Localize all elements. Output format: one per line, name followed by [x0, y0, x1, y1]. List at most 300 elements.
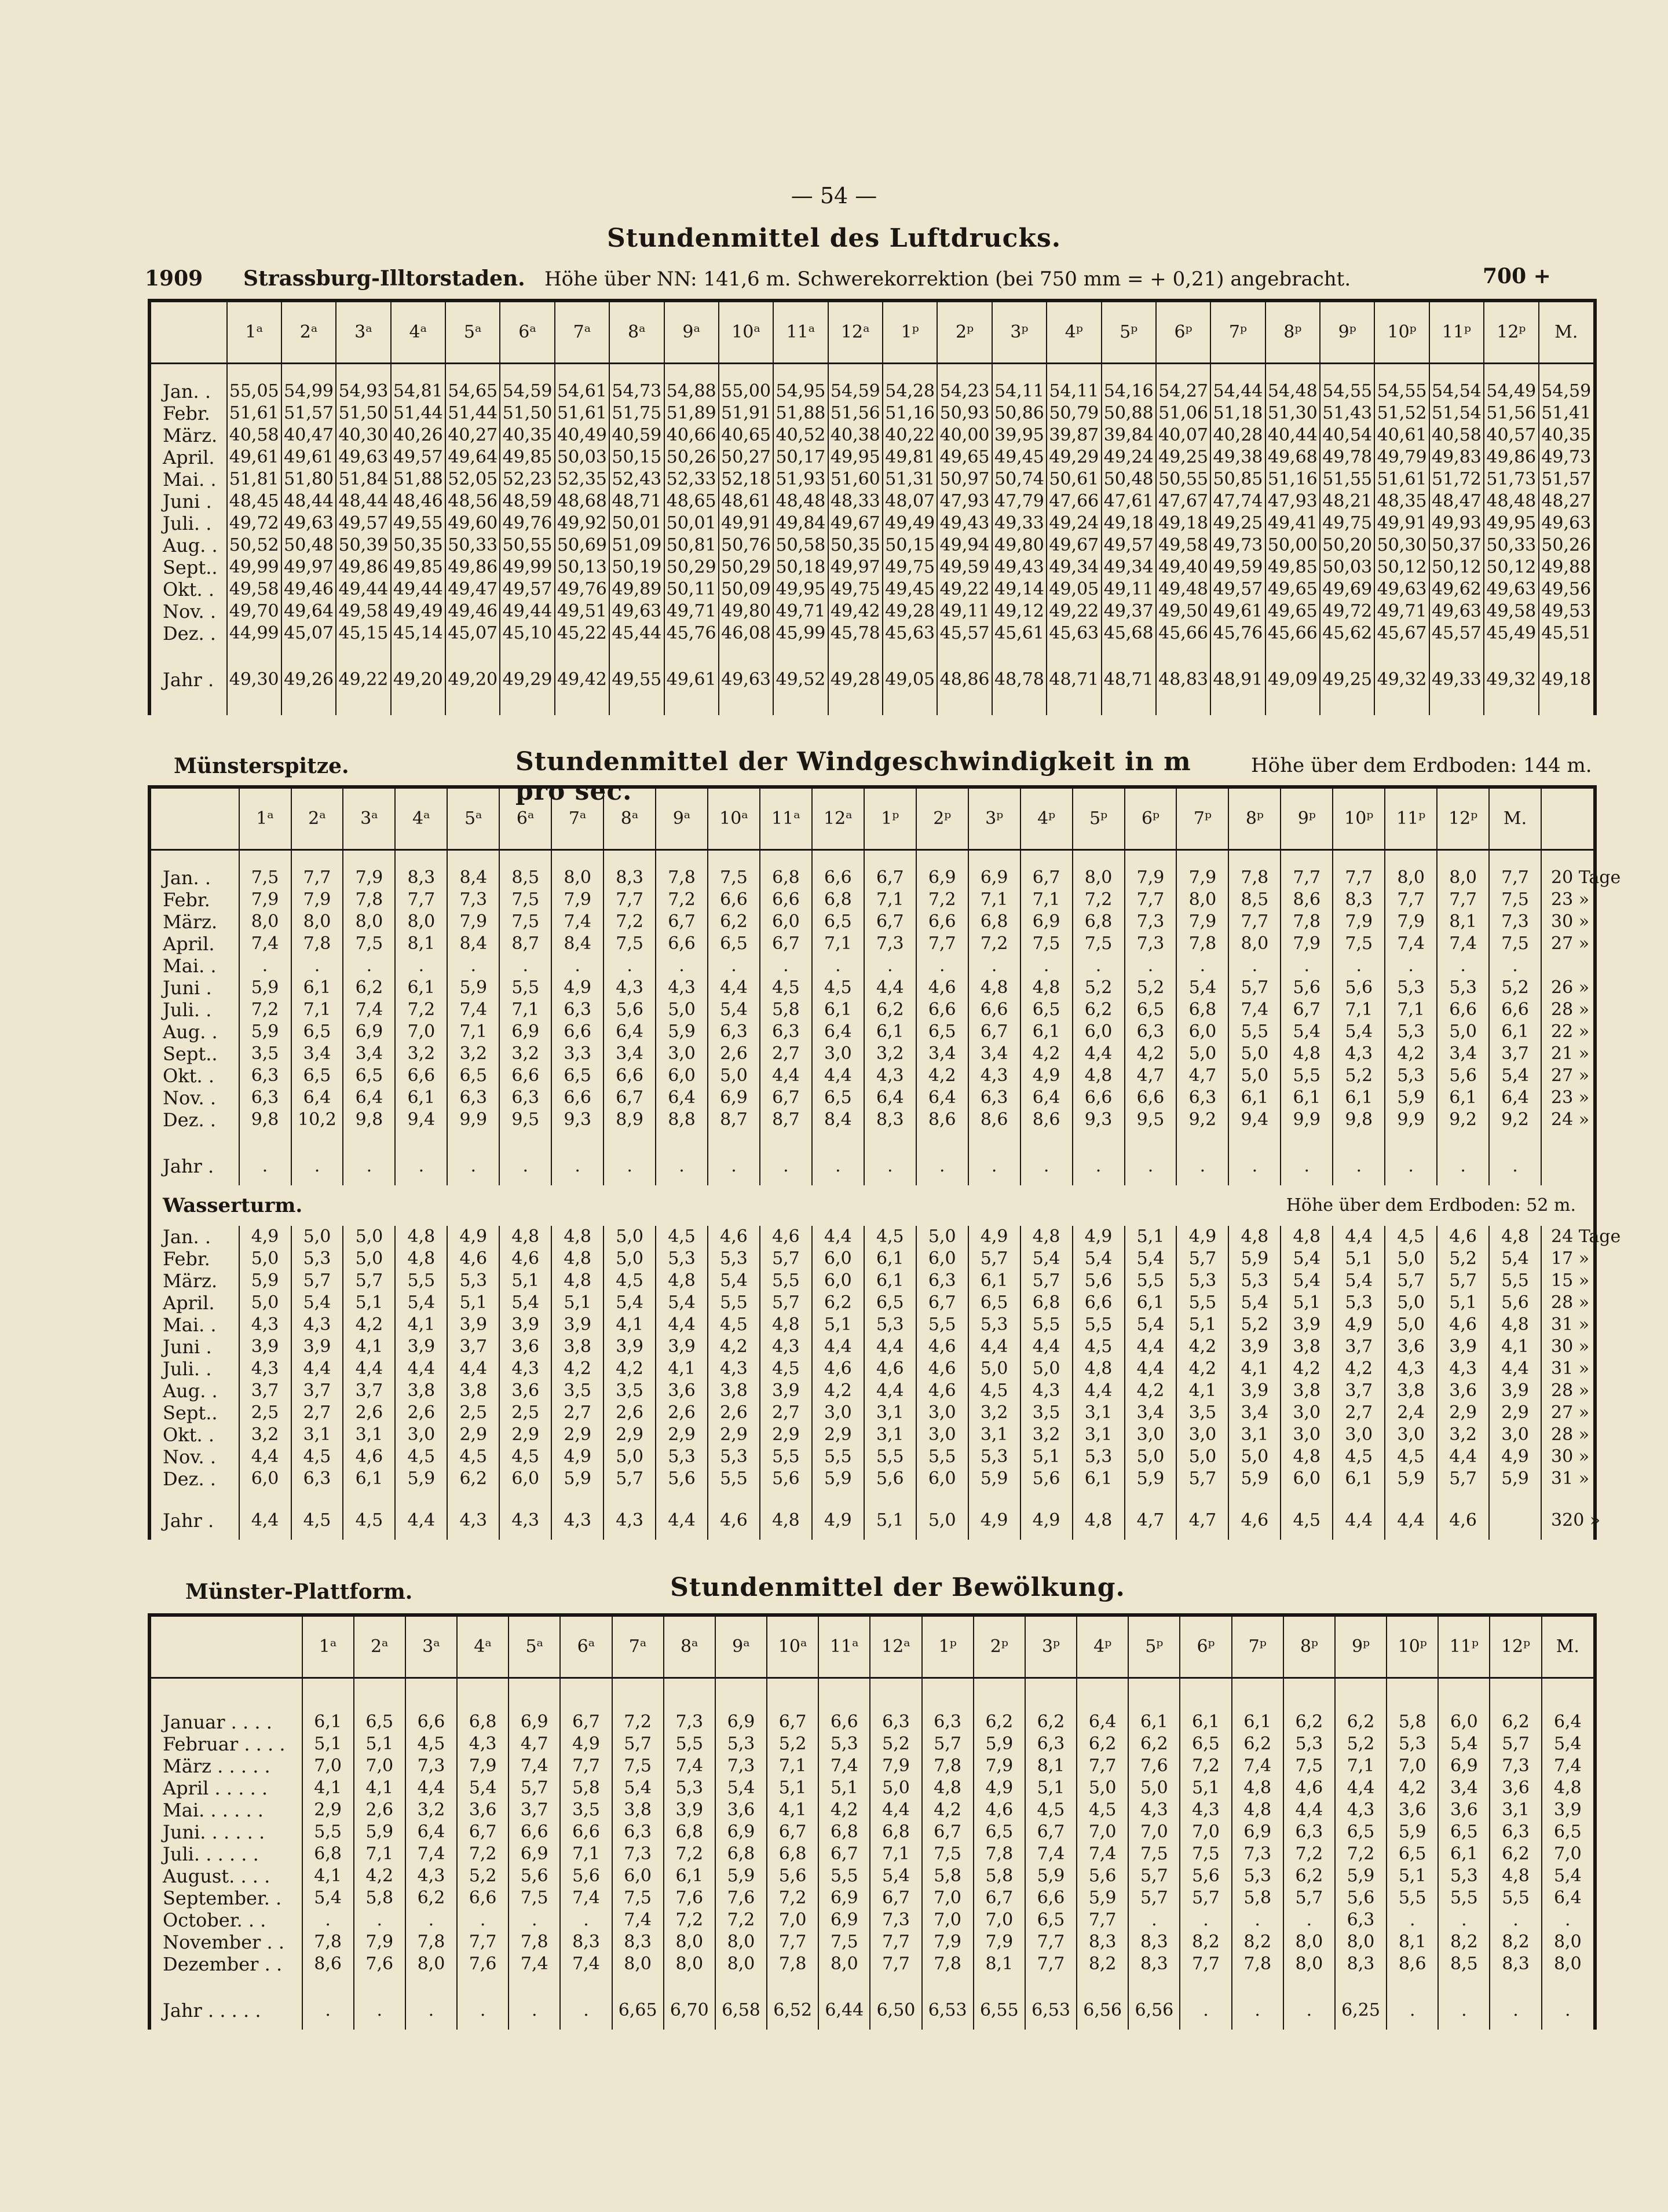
bewoelkung-row [151, 1799, 1593, 1821]
bewoelkung-column-header: 1ᵖ [922, 1617, 974, 1678]
spacer-cell [395, 850, 447, 867]
luftdruck-cell: 40,26 [391, 424, 445, 446]
bewoelkung-cell: 8,1 [1387, 1931, 1438, 1953]
wasserturm-cell: 28 » [1541, 1380, 1593, 1402]
bewoelkung-cell: . [405, 1991, 457, 2030]
luftdruck-cell: 45,57 [937, 622, 992, 644]
bewoelkung-cell: 3,6 [457, 1799, 509, 1821]
wasserturm-cell: 3,5 [1176, 1402, 1228, 1424]
wind-cell: . [1385, 955, 1437, 977]
wind-cell: 8,4 [812, 1109, 864, 1131]
wind-cell: 9,8 [239, 1109, 291, 1131]
bewoelkung-cell: 7,5 [1128, 1843, 1180, 1865]
wind-cell: . [708, 1147, 760, 1185]
luftdruck-cell: 54,55 [1320, 380, 1374, 402]
section3-station: Münster-Plattform. [185, 1580, 413, 1604]
luftdruck-column-header: M. [1539, 302, 1593, 364]
luftdruck-cell: 49,99 [227, 556, 281, 578]
spacer-cell [1387, 1695, 1438, 1711]
bewoelkung-cell: 7,5 [509, 1887, 560, 1909]
luftdruck-cell: 54,59 [1539, 380, 1593, 402]
wind-cell: . [968, 1147, 1020, 1185]
bewoelkung-row-label: Juli. . . . . . [163, 1843, 259, 1865]
spacer-cell [664, 1975, 715, 1991]
luftdruck-cell: 39,84 [1102, 424, 1156, 446]
spacer-cell [509, 1678, 560, 1695]
luftdruck-cell: 49,85 [391, 556, 445, 578]
bewoelkung-cell: 5,2 [870, 1733, 921, 1755]
wasserturm-cell: 2,5 [447, 1402, 499, 1424]
luftdruck-cell: 47,74 [1210, 490, 1265, 512]
luftdruck-row-label: April. [163, 446, 215, 468]
bewoelkung-cell: 8,6 [302, 1953, 354, 1975]
bewoelkung-cell: 5,4 [612, 1777, 664, 1799]
wasserturm-cell: 5,3 [656, 1248, 708, 1270]
spacer-cell [715, 1695, 767, 1711]
wind-cell: 3,4 [968, 1043, 1020, 1065]
wasserturm-cell: 4,5 [760, 1358, 812, 1380]
wasserturm-cell: 4,9 [1489, 1446, 1541, 1468]
wind-cell: . [968, 955, 1020, 977]
wind-cell: 6,2 [343, 977, 395, 999]
luftdruck-cell: 49,41 [1265, 512, 1320, 534]
wasserturm-cell: 4,8 [551, 1226, 603, 1248]
wind-cell: 8,0 [1437, 867, 1489, 889]
wasserturm-cell: 5,5 [812, 1446, 864, 1468]
luftdruck-cell: 49,45 [883, 578, 937, 600]
luftdruck-cell: 50,15 [609, 446, 664, 468]
bewoelkung-cell: 6,9 [509, 1711, 560, 1733]
wasserturm-cell: 5,0 [1176, 1446, 1228, 1468]
wasserturm-cell: 4,6 [1437, 1226, 1489, 1248]
bewoelkung-cell: 5,2 [457, 1865, 509, 1887]
wind-row [151, 1021, 1593, 1043]
wind-cell: 6,6 [1437, 999, 1489, 1021]
wind-row [151, 933, 1593, 955]
luftdruck-column-header: 6ᵖ [1156, 302, 1210, 364]
luftdruck-cell: 51,61 [227, 402, 281, 424]
wind-cell: 7,4 [1437, 933, 1489, 955]
bewoelkung-cell: 6,2 [1335, 1711, 1387, 1733]
wind-cell: . [395, 1147, 447, 1185]
spacer-cell [1437, 1131, 1489, 1147]
wasserturm-cell: 3,9 [291, 1336, 343, 1358]
bewoelkung-cell: 5,5 [302, 1821, 354, 1843]
wasserturm-cell: 4,5 [968, 1380, 1020, 1402]
wind-cell: 4,4 [708, 977, 760, 999]
wasserturm-cell: 4,8 [1281, 1446, 1333, 1468]
wind-cell: . [1073, 1147, 1125, 1185]
wind-cell: 6,7 [1020, 867, 1073, 889]
bewoelkung-cell: 5,5 [1490, 1887, 1541, 1909]
wind-cell: 5,6 [603, 999, 656, 1021]
wind-column-header: 4ᵖ [1020, 789, 1073, 850]
luftdruck-cell: 48,56 [445, 490, 500, 512]
wasserturm-cell: 5,7 [603, 1468, 656, 1490]
luftdruck-cell: 49,11 [1102, 578, 1156, 600]
luftdruck-cell: 54,49 [1484, 380, 1538, 402]
wasserturm-cell: 4,6 [760, 1226, 812, 1248]
bewoelkung-column-header: 6ᵖ [1180, 1617, 1231, 1678]
luftdruck-column-header: 2ᵖ [937, 302, 992, 364]
wind-cell: 8,0 [343, 911, 395, 933]
wasserturm-cell: 4,6 [1437, 1314, 1489, 1336]
spacer-cell [560, 1975, 612, 1991]
luftdruck-column-header: 6ᵃ [500, 302, 554, 364]
bewoelkung-cell: 5,5 [1438, 1887, 1490, 1909]
wind-column-header: 7ᵖ [1176, 789, 1228, 850]
bewoelkung-cell: 4,8 [1232, 1777, 1283, 1799]
bewoelkung-cell: 7,8 [302, 1931, 354, 1953]
luftdruck-cell: 49,43 [937, 512, 992, 534]
bewoelkung-cell: 5,4 [457, 1777, 509, 1799]
spacer-cell [1283, 1678, 1335, 1695]
wind-cell: 5,0 [1437, 1021, 1489, 1043]
bewoelkung-cell: 6,8 [664, 1821, 715, 1843]
bewoelkung-cell: 5,1 [354, 1733, 405, 1755]
wind-cell: 7,5 [1073, 933, 1125, 955]
luftdruck-cell: 49,18 [1156, 512, 1210, 534]
bewoelkung-cell: 7,2 [1335, 1843, 1387, 1865]
bewoelkung-cell: 6,5 [1438, 1821, 1490, 1843]
luftdruck-cell: 49,33 [1429, 661, 1484, 699]
wasserturm-cell: 3,1 [1228, 1424, 1281, 1446]
wind-cell: 6,6 [916, 999, 968, 1021]
bewoelkung-cell: 5,9 [1387, 1821, 1438, 1843]
bewoelkung-cell: 7,2 [664, 1843, 715, 1865]
luftdruck-cell: 51,57 [1539, 468, 1593, 490]
spacer-cell [870, 1678, 921, 1695]
wasserturm-cell: 4,3 [1385, 1358, 1437, 1380]
wasserturm-cell: 4,4 [1437, 1446, 1489, 1468]
wasserturm-cell: 5,3 [1073, 1446, 1125, 1468]
wasserturm-cell: 6,0 [916, 1468, 968, 1490]
wasserturm-row-label: Nov. . [163, 1446, 217, 1468]
bewoelkung-cell: 6,6 [457, 1887, 509, 1909]
bewoelkung-cell: 5,4 [1542, 1865, 1593, 1887]
bewoelkung-cell: 5,7 [1283, 1887, 1335, 1909]
luftdruck-cell: 49,59 [1210, 556, 1265, 578]
bewoelkung-cell: 7,3 [1490, 1755, 1541, 1777]
wasserturm-cell: 4,4 [239, 1446, 291, 1468]
spacer-cell [1541, 1131, 1593, 1147]
luftdruck-cell: 40,47 [281, 424, 336, 446]
bewoelkung-column-header: 1ᵃ [302, 1617, 354, 1678]
luftdruck-cell: 49,81 [883, 446, 937, 468]
luftdruck-row [151, 490, 1593, 512]
wind-cell: 9,2 [1176, 1109, 1228, 1131]
wind-cell: 6,1 [1489, 1021, 1541, 1043]
wind-cell: . [1333, 955, 1385, 977]
luftdruck-cell: 50,88 [1102, 402, 1156, 424]
wasserturm-cell: 3,9 [603, 1336, 656, 1358]
wasserturm-cell: 2,9 [499, 1424, 551, 1446]
wasserturm-cell: 320 » [1541, 1501, 1593, 1540]
wasserturm-cell: 5,5 [708, 1292, 760, 1314]
luftdruck-cell: 49,71 [664, 600, 719, 622]
wasserturm-cell: 4,9 [239, 1226, 291, 1248]
wasserturm-cell: 4,2 [603, 1358, 656, 1380]
bewoelkung-cell: 7,7 [1025, 1953, 1077, 1975]
bewoelkung-cell: . [509, 1991, 560, 2030]
wasserturm-row-label: Dez. . [163, 1468, 216, 1490]
luftdruck-cell: 49,95 [1484, 512, 1538, 534]
wind-cell: 4,4 [760, 1065, 812, 1087]
luftdruck-cell: 49,34 [1102, 556, 1156, 578]
spacer-cell [447, 1490, 499, 1501]
spacer-cell [151, 699, 227, 715]
luftdruck-column-header: 12ᵃ [828, 302, 883, 364]
spacer-cell [555, 699, 609, 715]
luftdruck-cell: 50,76 [719, 534, 773, 556]
wasserturm-row-label: März. [163, 1270, 218, 1292]
spacer-cell [1438, 1678, 1490, 1695]
wind-cell: 9,8 [343, 1109, 395, 1131]
wind-column-header: 4ᵃ [395, 789, 447, 850]
bewoelkung-cell: 5,2 [1335, 1733, 1387, 1755]
wind-cell: 6,3 [1176, 1087, 1228, 1109]
luftdruck-cell: 54,44 [1210, 380, 1265, 402]
wasserturm-cell: 31 » [1541, 1314, 1593, 1336]
bewoelkung-cell: 4,3 [405, 1865, 457, 1887]
luftdruck-cell: 49,25 [1210, 512, 1265, 534]
luftdruck-cell: 49,49 [391, 600, 445, 622]
bewoelkung-cell: . [1180, 1909, 1231, 1931]
bewoelkung-cell: 5,3 [1283, 1733, 1335, 1755]
wasserturm-cell: 5,7 [343, 1270, 395, 1292]
wind-cell: . [343, 955, 395, 977]
wind-cell: 6,7 [864, 867, 916, 889]
spacer-cell [828, 364, 883, 381]
bewoelkung-cell: 6,8 [457, 1711, 509, 1733]
spacer-cell [864, 1490, 916, 1501]
wasserturm-cell: 5,1 [1020, 1446, 1073, 1468]
bewoelkung-cell: 7,0 [1387, 1755, 1438, 1777]
luftdruck-cell: 40,57 [1484, 424, 1538, 446]
wasserturm-cell: 4,4 [1489, 1358, 1541, 1380]
wind-cell: 7,2 [603, 911, 656, 933]
wasserturm-row-label: Jan. . [163, 1226, 211, 1248]
wind-cell: 28 » [1541, 999, 1593, 1021]
luftdruck-cell: 40,35 [1539, 424, 1593, 446]
wind-column-header: 10ᵃ [708, 789, 760, 850]
wind-cell: 7,5 [343, 933, 395, 955]
luftdruck-cell: 49,95 [773, 578, 828, 600]
luftdruck-cell: 49,24 [1047, 512, 1101, 534]
bewoelkung-cell: 5,1 [1387, 1865, 1438, 1887]
bewoelkung-column-header: 2ᵃ [354, 1617, 405, 1678]
wasserturm-cell: 4,9 [1020, 1501, 1073, 1540]
wind-cell: 7,3 [1125, 933, 1177, 955]
wasserturm-cell: 4,3 [291, 1314, 343, 1336]
luftdruck-cell: 49,71 [1374, 600, 1429, 622]
wind-cell: 8,1 [395, 933, 447, 955]
spacer-cell [1077, 1975, 1128, 1991]
wind-cell: 6,6 [760, 889, 812, 911]
bewoelkung-cell: 5,7 [1128, 1865, 1180, 1887]
bewoelkung-cell: 7,2 [1180, 1755, 1231, 1777]
wind-cell: 2,7 [760, 1043, 812, 1065]
luftdruck-cell: 40,30 [336, 424, 390, 446]
luftdruck-cell: 49,58 [227, 578, 281, 600]
wasserturm-cell: 2,7 [291, 1402, 343, 1424]
wasserturm-cell: 4,1 [1489, 1336, 1541, 1358]
bewoelkung-cell: . [1128, 1909, 1180, 1931]
wasserturm-cell: 4,4 [447, 1358, 499, 1380]
wasserturm-cell: 3,7 [239, 1380, 291, 1402]
wasserturm-cell: 4,1 [343, 1336, 395, 1358]
wind-cell: 5,0 [1176, 1043, 1228, 1065]
wind-cell: 6,3 [551, 999, 603, 1021]
wind-cell: 7,8 [343, 889, 395, 911]
wind-cell: 6,1 [1020, 1021, 1073, 1043]
luftdruck-cell: 49,63 [609, 600, 664, 622]
page-number: — 54 — [791, 183, 877, 208]
spacer-cell [239, 1131, 291, 1147]
bewoelkung-row-label: Februar . . . . [163, 1733, 286, 1755]
bewoelkung-cell: 7,0 [1077, 1821, 1128, 1843]
wind-cell: 3,5 [239, 1043, 291, 1065]
bewoelkung-cell: 5,1 [818, 1777, 870, 1799]
luftdruck-cell: 50,85 [1210, 468, 1265, 490]
bewoelkung-row-label: August. . . . [163, 1865, 270, 1887]
wasserturm-cell: 3,0 [1489, 1424, 1541, 1446]
bewoelkung-cell: 7,9 [870, 1755, 921, 1777]
wasserturm-cell: 4,4 [864, 1380, 916, 1402]
luftdruck-cell: 52,33 [664, 468, 719, 490]
wasserturm-cell: 5,7 [1437, 1270, 1489, 1292]
wind-row-label: Okt. . [163, 1065, 214, 1087]
wasserturm-cell: 5,1 [551, 1292, 603, 1314]
luftdruck-cell: 51,57 [281, 402, 336, 424]
bewoelkung-cell: 8,0 [1283, 1931, 1335, 1953]
wasserturm-cell: 24 Tage [1541, 1226, 1593, 1248]
luftdruck-column-header: 7ᵖ [1210, 302, 1265, 364]
bewoelkung-column-header: 4ᵃ [457, 1617, 509, 1678]
bewoelkung-row-label: März . . . . . [163, 1755, 270, 1777]
wind-cell: 4,3 [603, 977, 656, 999]
luftdruck-cell: 49,50 [1156, 600, 1210, 622]
luftdruck-cell: 54,16 [1102, 380, 1156, 402]
wasserturm-cell: 3,7 [447, 1336, 499, 1358]
wasserturm-cell: 5,6 [1073, 1270, 1125, 1292]
wind-cell: 6,7 [968, 1021, 1020, 1043]
luftdruck-cell: 52,35 [555, 468, 609, 490]
bewoelkung-cell: 7,6 [715, 1887, 767, 1909]
wind-cell: 6,9 [499, 1021, 551, 1043]
bewoelkung-cell: 7,2 [767, 1887, 818, 1909]
wasserturm-cell: 3,9 [1228, 1336, 1281, 1358]
wasserturm-cell: 5,0 [291, 1226, 343, 1248]
bewoelkung-cell: 7,3 [664, 1711, 715, 1733]
wind-cell: 6,2 [864, 999, 916, 1021]
spacer-cell [1102, 644, 1156, 661]
spacer-cell [395, 1131, 447, 1147]
wind-cell: 7,4 [551, 911, 603, 933]
wind-cell: 5,5 [1228, 1021, 1281, 1043]
wasserturm-cell: 4,8 [395, 1226, 447, 1248]
wasserturm-cell: 4,1 [1228, 1358, 1281, 1380]
wind-cell: 6,0 [760, 911, 812, 933]
wind-column-header: 9ᵃ [656, 789, 708, 850]
wasserturm-cell: 4,3 [239, 1358, 291, 1380]
wasserturm-cell: 3,2 [968, 1402, 1020, 1424]
luftdruck-cell: 51,50 [336, 402, 390, 424]
wind-cell: 7,1 [291, 999, 343, 1021]
luftdruck-cell: 49,44 [336, 578, 390, 600]
wasserturm-row [151, 1292, 1593, 1314]
wind-row-label: Juni . [163, 977, 212, 999]
spacer-row [151, 1131, 1593, 1147]
wind-cell: 9,2 [1437, 1109, 1489, 1131]
luftdruck-cell: 49,12 [992, 600, 1047, 622]
bewoelkung-cell: 4,5 [405, 1733, 457, 1755]
wasserturm-cell: 3,1 [291, 1424, 343, 1446]
bewoelkung-cell: 7,4 [560, 1887, 612, 1909]
spacer-cell [1320, 699, 1374, 715]
bewoelkung-cell: 8,2 [1077, 1953, 1128, 1975]
luftdruck-cell: 45,07 [445, 622, 500, 644]
luftdruck-cell: 49,55 [391, 512, 445, 534]
spacer-cell [719, 644, 773, 661]
spacer-cell [883, 644, 937, 661]
bewoelkung-cell: 7,3 [612, 1843, 664, 1865]
luftdruck-cell: 40,58 [227, 424, 281, 446]
wasserturm-cell: 3,0 [395, 1424, 447, 1446]
wasserturm-cell: 4,4 [864, 1336, 916, 1358]
luftdruck-cell: 49,85 [500, 446, 554, 468]
wasserturm-cell: 4,5 [603, 1270, 656, 1292]
spacer-cell [457, 1678, 509, 1695]
wind-cell: 4,3 [656, 977, 708, 999]
luftdruck-cell: 48,21 [1320, 490, 1374, 512]
spacer-cell [1125, 850, 1177, 867]
bewoelkung-cell: 7,3 [405, 1755, 457, 1777]
wasserturm-cell: 4,2 [1176, 1358, 1228, 1380]
luftdruck-cell: 49,57 [1102, 534, 1156, 556]
luftdruck-cell: 54,65 [445, 380, 500, 402]
luftdruck-header-row [151, 302, 1593, 364]
luftdruck-cell: 50,30 [1374, 534, 1429, 556]
wind-cell: 7,7 [916, 933, 968, 955]
bewoelkung-cell: 4,3 [457, 1733, 509, 1755]
bewoelkung-cell: 6,44 [818, 1991, 870, 2030]
wind-cell: 6,7 [603, 1087, 656, 1109]
bewoelkung-row [151, 1821, 1593, 1843]
luftdruck-row [151, 556, 1593, 578]
wind-cell: 3,4 [603, 1043, 656, 1065]
spacer-row [151, 364, 1593, 381]
bewoelkung-cell: 7,9 [922, 1931, 974, 1953]
luftdruck-row [151, 446, 1593, 468]
bewoelkung-cell: 6,7 [818, 1843, 870, 1865]
spacer-cell [302, 1678, 354, 1695]
wasserturm-cell: 4,4 [291, 1358, 343, 1380]
luftdruck-cell: 49,25 [1156, 446, 1210, 468]
luftdruck-cell: 49,91 [719, 512, 773, 534]
spacer-cell [1335, 1678, 1387, 1695]
bewoelkung-cell: 7,1 [767, 1755, 818, 1777]
wind-cell: 7,3 [447, 889, 499, 911]
bewoelkung-cell: 6,5 [1025, 1909, 1077, 1931]
wind-cell: 8,7 [760, 1109, 812, 1131]
wind-cell: 7,7 [1385, 889, 1437, 911]
luftdruck-cell: 47,61 [1102, 490, 1156, 512]
luftdruck-cell: 49,73 [1539, 446, 1593, 468]
wasserturm-row-label: Sept.. [163, 1402, 218, 1424]
luftdruck-row-label: Mai. . [163, 468, 217, 490]
luftdruck-column-header: 11ᵖ [1429, 302, 1484, 364]
